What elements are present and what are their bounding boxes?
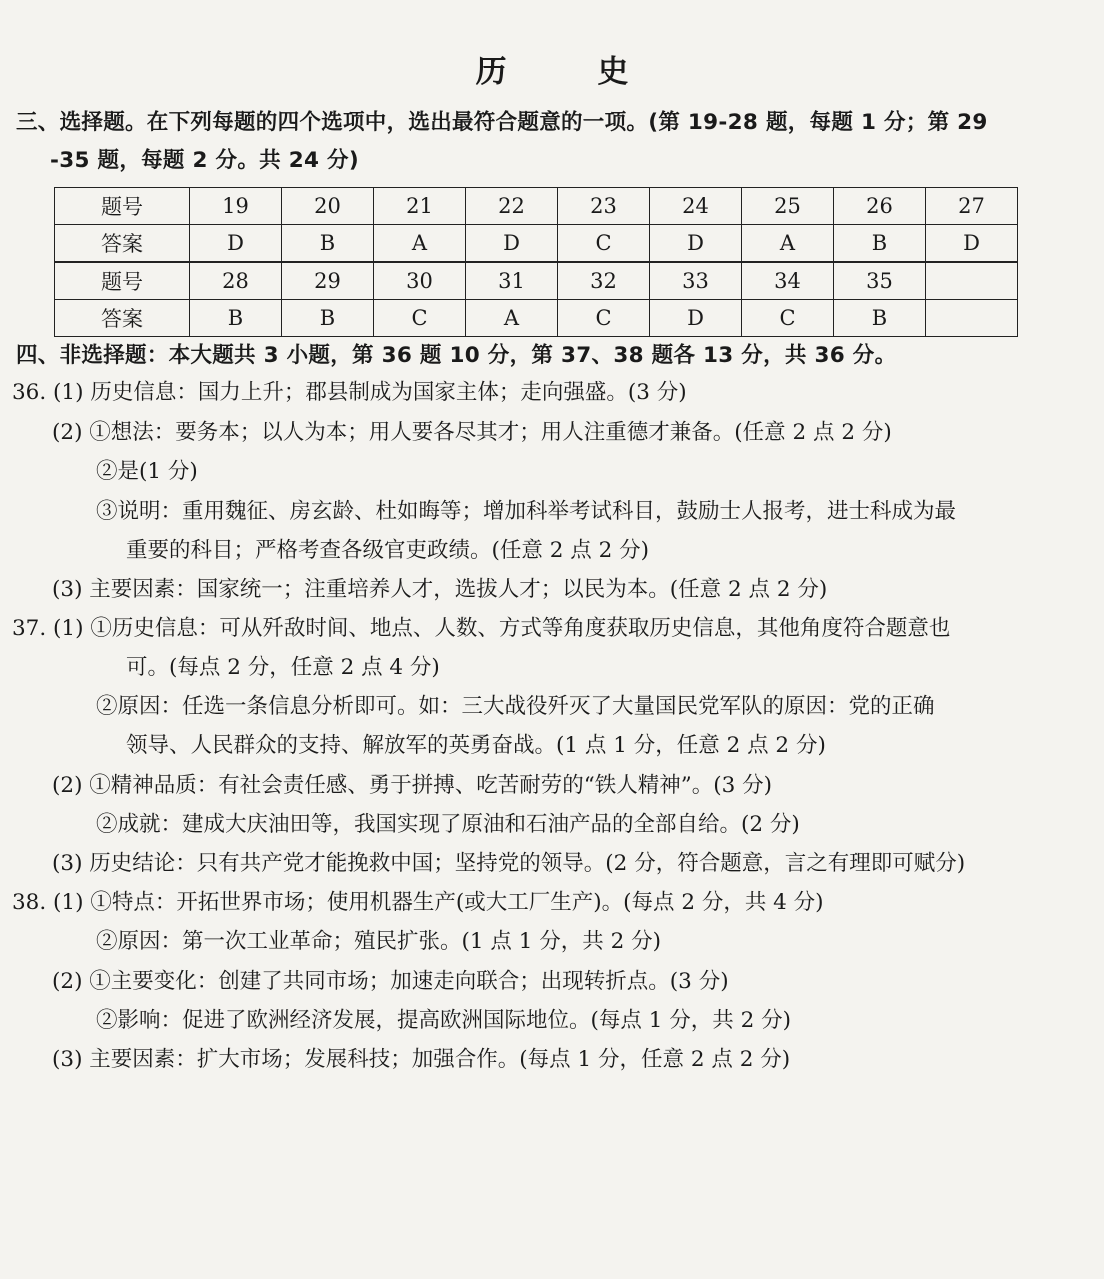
answer-line-38-2b: ②影响：促进了欧洲经济发展，提高欧洲国际地位。(每点 1 分，共 2 分): [96, 1008, 791, 1033]
table-row-answers-2: [55, 300, 1018, 337]
table-label-answer: 答案: [55, 225, 190, 263]
answer-line-38-2a: (2) ①主要变化：创建了共同市场；加速走向联合；出现转折点。(3 分): [52, 969, 729, 994]
table-cell: 29: [282, 262, 374, 300]
table-cell: C: [742, 300, 834, 337]
answer-line-37-1b-cont: 领导、人民群众的支持、解放军的英勇奋战。(1 点 1 分，任意 2 点 2 分): [126, 733, 826, 758]
table-cell: 35: [834, 262, 926, 300]
table-cell: A: [374, 225, 466, 263]
table-cell: 32: [558, 262, 650, 300]
answer-line-37-3: (3) 历史结论：只有共产党才能挽救中国；坚持党的领导。(2 分，符合题意，言之有理即可赋分): [52, 851, 966, 876]
answer-line-37-1a: 37. (1) ①历史信息：可从歼敌时间、地点、人数、方式等角度获取历史信息，其他角度符合题意也: [12, 616, 951, 641]
answer-line-36-2a: (2) ①想法：要务本；以人为本；用人要各尽其才；用人注重德才兼备。(任意 2 点 2 分): [52, 420, 892, 445]
table-cell: C: [374, 300, 466, 337]
table-cell: B: [834, 225, 926, 263]
table-cell: 22: [466, 188, 558, 225]
table-cell: B: [282, 225, 374, 263]
table-row-numbers-1: [55, 188, 1018, 225]
table-cell: B: [282, 300, 374, 337]
answer-line-36-2c-cont: 重要的科目；严格考查各级官吏政绩。(任意 2 点 2 分): [126, 538, 649, 563]
table-cell: [926, 300, 1018, 337]
table-cell: [926, 262, 1018, 300]
table-label-number: 题号: [55, 262, 190, 300]
table-cell: C: [558, 225, 650, 263]
table-cell: D: [650, 225, 742, 263]
table-cell: B: [190, 300, 282, 337]
table-cell: 21: [374, 188, 466, 225]
section-3-heading-line-1: 三、选择题。在下列每题的四个选项中，选出最符合题意的一项。(第 19-28 题，每题 1 分；第 29: [16, 110, 988, 135]
answer-line-37-1b: ②原因：任选一条信息分析即可。如：三大战役歼灭了大量国民党军队的原因：党的正确: [96, 694, 935, 719]
table-cell: B: [834, 300, 926, 337]
table-cell: 24: [650, 188, 742, 225]
answer-line-37-2b: ②成就：建成大庆油田等，我国实现了原油和石油产品的全部自给。(2 分): [96, 812, 800, 837]
table-label-answer: 答案: [55, 300, 190, 337]
table-cell: 34: [742, 262, 834, 300]
table-cell: D: [190, 225, 282, 263]
table-row-answers-1: [55, 225, 1018, 263]
table-cell: D: [466, 225, 558, 263]
table-cell: C: [558, 300, 650, 337]
answer-line-36-2c: ③说明：重用魏征、房玄龄、杜如晦等；增加科举考试科目，鼓励士人报考，进士科成为最: [96, 499, 957, 524]
answer-line-36-3: (3) 主要因素：国家统一；注重培养人才，选拔人才；以民为本。(任意 2 点 2 分): [52, 577, 828, 602]
table-cell: 27: [926, 188, 1018, 225]
table-cell: 23: [558, 188, 650, 225]
table-cell: A: [742, 225, 834, 263]
table-cell: 25: [742, 188, 834, 225]
answer-line-38-1b: ②原因：第一次工业革命；殖民扩张。(1 点 1 分，共 2 分): [96, 929, 661, 954]
section-4-heading: 四、非选择题：本大题共 3 小题，第 36 题 10 分，第 37、38 题各 13 分，共 36 分。: [16, 343, 897, 368]
table-cell: D: [926, 225, 1018, 263]
table-cell: 19: [190, 188, 282, 225]
page-title: 历 史: [475, 54, 669, 90]
table-label-number: 题号: [55, 188, 190, 225]
table-cell: D: [650, 300, 742, 337]
table-cell: 33: [650, 262, 742, 300]
answer-table: [54, 187, 1018, 337]
answer-line-38-3: (3) 主要因素：扩大市场；发展科技；加强合作。(每点 1 分，任意 2 点 2 分): [52, 1047, 791, 1072]
answer-line-36-1: 36. (1) 历史信息：国力上升；郡县制成为国家主体；走向强盛。(3 分): [12, 380, 687, 405]
table-row-numbers-2: [55, 262, 1018, 300]
table-cell: 28: [190, 262, 282, 300]
answer-line-38-1a: 38. (1) ①特点：开拓世界市场；使用机器生产(或大工厂生产)。(每点 2 分，共 4 分): [12, 890, 824, 915]
section-3-heading-line-2: -35 题，每题 2 分。共 24 分): [50, 148, 359, 173]
table-cell: A: [466, 300, 558, 337]
table-cell: 30: [374, 262, 466, 300]
table-cell: 26: [834, 188, 926, 225]
table-cell: 31: [466, 262, 558, 300]
answer-line-37-1a-cont: 可。(每点 2 分，任意 2 点 4 分): [126, 655, 440, 680]
answer-line-37-2a: (2) ①精神品质：有社会责任感、勇于拼搏、吃苦耐劳的“铁人精神”。(3 分): [52, 773, 773, 798]
answer-line-36-2b: ②是(1 分): [96, 459, 198, 484]
section-3-heading: [16, 104, 1092, 180]
table-cell: 20: [282, 188, 374, 225]
